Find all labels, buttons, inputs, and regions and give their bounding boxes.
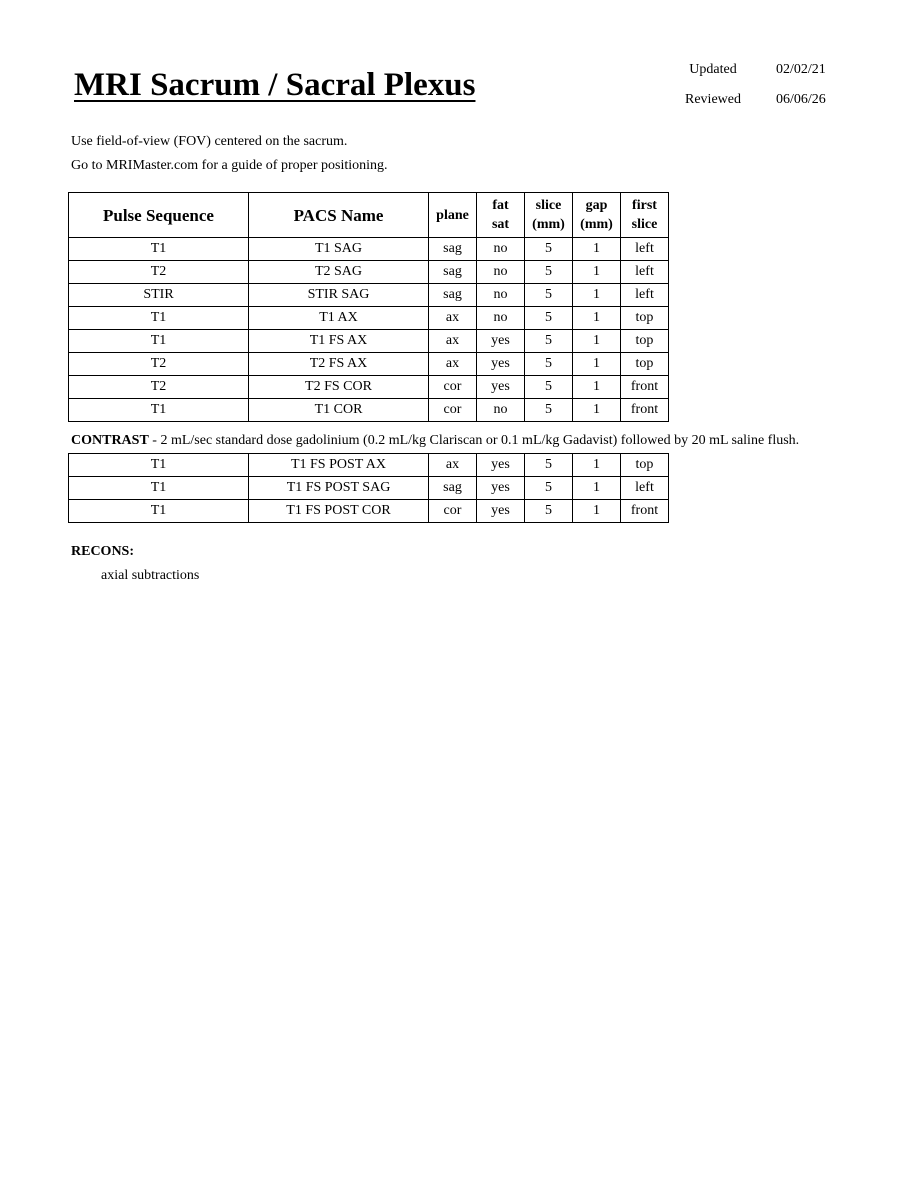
cell-gap: 1 [573,284,621,307]
table-row [69,399,669,422]
cell-fat-sat: no [477,307,525,330]
cell-pacs-name: T1 FS POST SAG [249,477,429,500]
cell-pulse-sequence: T1 [69,399,249,422]
protocol-table-header [69,193,669,238]
cell-pacs-name: STIR SAG [249,284,429,307]
reviewed-date: 06/06/26 [776,92,826,107]
cell-gap: 1 [573,500,621,523]
header-pacs-name: PACS Name [249,193,429,238]
intro-fov-note: Use field-of-view (FOV) centered on the sacrum. [71,134,348,149]
recons-item: axial subtractions [101,568,200,583]
cell-pulse-sequence: T2 [69,376,249,399]
cell-first-slice: left [621,261,669,284]
cell-fat-sat: yes [477,330,525,353]
cell-slice: 5 [525,238,573,261]
header-gap-line2: (mm) [580,217,613,232]
cell-slice: 5 [525,399,573,422]
cell-plane: cor [429,376,477,399]
cell-pacs-name: T1 COR [249,399,429,422]
cell-pulse-sequence: T1 [69,477,249,500]
cell-pacs-name: T1 FS AX [249,330,429,353]
cell-pulse-sequence: T1 [69,330,249,353]
cell-pacs-name: T2 FS COR [249,376,429,399]
protocol-table [68,192,669,422]
cell-pacs-name: T1 SAG [249,238,429,261]
cell-slice: 5 [525,284,573,307]
cell-slice: 5 [525,376,573,399]
cell-pacs-name: T2 SAG [249,261,429,284]
cell-first-slice: top [621,353,669,376]
cell-first-slice: left [621,284,669,307]
header-fat-sat-line2: sat [491,217,510,232]
cell-plane: ax [429,454,477,477]
cell-slice: 5 [525,477,573,500]
header-slice-line2: (mm) [532,217,565,232]
cell-pacs-name: T1 FS POST COR [249,500,429,523]
header-first-slice-line2: slice [631,217,658,232]
contrast-instructions [71,432,799,450]
cell-pulse-sequence: T1 [69,238,249,261]
contrast-label: CONTRAST [71,433,149,448]
post-contrast-table [68,453,669,523]
cell-fat-sat: yes [477,376,525,399]
cell-fat-sat: yes [477,477,525,500]
cell-slice: 5 [525,330,573,353]
header-fat-sat [477,193,525,238]
cell-first-slice: left [621,477,669,500]
header-slice-line1: slice [535,198,562,213]
cell-slice: 5 [525,454,573,477]
cell-slice: 5 [525,307,573,330]
header-first-slice [621,193,669,238]
table-row [69,353,669,376]
cell-plane: ax [429,307,477,330]
cell-first-slice: front [621,399,669,422]
cell-gap: 1 [573,399,621,422]
cell-first-slice: top [621,330,669,353]
cell-slice: 5 [525,500,573,523]
cell-first-slice: front [621,500,669,523]
table-row [69,307,669,330]
header-first-slice-line1: first [632,198,657,213]
cell-pulse-sequence: STIR [69,284,249,307]
cell-gap: 1 [573,376,621,399]
cell-fat-sat: no [477,284,525,307]
cell-slice: 5 [525,353,573,376]
header-gap-line1: gap [585,198,608,213]
cell-gap: 1 [573,454,621,477]
table-row [69,284,669,307]
cell-fat-sat: no [477,238,525,261]
table-row [69,238,669,261]
header-fat-sat-line1: fat [492,198,509,213]
cell-pulse-sequence: T1 [69,454,249,477]
cell-plane: sag [429,261,477,284]
cell-plane: ax [429,353,477,376]
recons-heading: RECONS: [71,544,135,559]
reviewed-label: Reviewed [685,92,741,107]
table-row [69,261,669,284]
cell-pulse-sequence: T2 [69,261,249,284]
cell-plane: sag [429,284,477,307]
cell-pacs-name: T1 FS POST AX [249,454,429,477]
cell-slice: 5 [525,261,573,284]
cell-pulse-sequence: T1 [69,307,249,330]
cell-fat-sat: no [477,261,525,284]
cell-fat-sat: yes [477,500,525,523]
header-slice [525,193,573,238]
updated-label: Updated [689,62,737,77]
page-title: MRI Sacrum / Sacral Plexus [74,67,476,103]
cell-fat-sat: no [477,399,525,422]
cell-gap: 1 [573,353,621,376]
cell-pulse-sequence: T2 [69,353,249,376]
cell-plane: cor [429,500,477,523]
intro-positioning-note: Go to MRIMaster.com for a guide of proper positioning. [71,158,388,173]
cell-plane: sag [429,477,477,500]
header-pulse-sequence: Pulse Sequence [69,193,249,238]
cell-pulse-sequence: T1 [69,500,249,523]
cell-gap: 1 [573,307,621,330]
cell-gap: 1 [573,261,621,284]
table-row [69,500,669,523]
cell-fat-sat: yes [477,353,525,376]
cell-gap: 1 [573,238,621,261]
cell-first-slice: left [621,238,669,261]
header-gap [573,193,621,238]
cell-first-slice: top [621,454,669,477]
cell-pacs-name: T1 AX [249,307,429,330]
cell-pacs-name: T2 FS AX [249,353,429,376]
cell-gap: 1 [573,330,621,353]
cell-plane: sag [429,238,477,261]
cell-first-slice: top [621,307,669,330]
cell-fat-sat: yes [477,454,525,477]
table-row [69,454,669,477]
cell-first-slice: front [621,376,669,399]
cell-plane: ax [429,330,477,353]
cell-plane: cor [429,399,477,422]
updated-date: 02/02/21 [776,62,826,77]
table-row [69,477,669,500]
table-row [69,330,669,353]
table-row [69,376,669,399]
contrast-text: - 2 mL/sec standard dose gadolinium (0.2 mL/kg Clariscan or 0.1 mL/kg Gadavist) followed by 20 mL saline flush. [148,433,800,448]
header-plane: plane [429,193,477,238]
cell-gap: 1 [573,477,621,500]
